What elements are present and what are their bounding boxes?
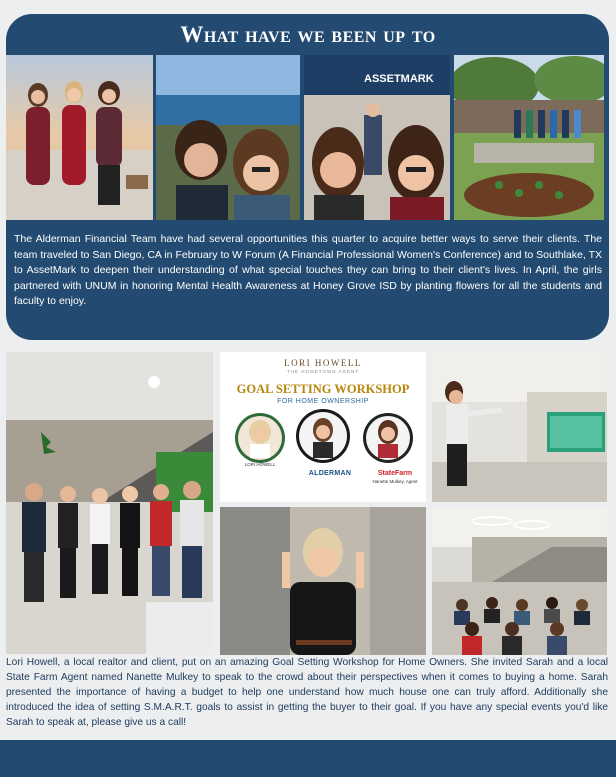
bottom-paragraph: Lori Howell, a local realtor and client, put on an amazing Goal Setting Workshop for Home Owners. She invited Sarah and a local State Farm Agent named Nanette Mulkey to speak to the crowd about their perspectives when it comes to buying a home. Sarah presented the importance of having a budget to help one understand how much house one can truly afford. Additionally she introduced the idea of setting S.M.A.R.T. goals to assist in getting the buyer to their goal. If you have any special events you'd like Sarah to speak at, please give us a call! <box>6 657 608 728</box>
section-title: What have we been up to <box>180 22 436 47</box>
assetmark-sign-text: ASSETMARK <box>364 73 434 85</box>
workshop-flyer <box>220 352 426 502</box>
photo-ocean-selfie <box>156 55 300 220</box>
flyer-title: GOAL SETTING WORKSHOP <box>236 382 410 396</box>
photo-group-gym <box>6 352 213 654</box>
flyer-name-left: LORI HOWELL <box>244 462 276 467</box>
photo-planting-flowers <box>454 55 604 220</box>
flyer-brand-sub: THE HOMETOWN AGENT <box>287 369 359 374</box>
flyer-logo-statefarm: StateFarm <box>377 470 413 477</box>
photo-assetmark-selfie <box>304 55 450 220</box>
flyer-subtitle: FOR HOME OWNERSHIP <box>277 398 369 405</box>
top-paragraph: The Alderman Financial Team have had several opportunities this quarter to acquire better ways to serve their clients. The team traveled to San Diego, CA in February to W Forum (A Financial Professional Women's Conference) and to Southlake, TX to AssetMark to deepen their understanding of what special touches they can bring to their client's lives. In April, the girls partnered with UNUM in honoring Mental Health Awareness at Honey Grove ISD by planting flowers for all the students and faculty to enjoy. <box>14 233 602 307</box>
flyer-name-right: Nanette Mulkey, Agent <box>372 479 418 484</box>
flyer-brand: LORI HOWELL <box>284 358 362 368</box>
photo-presenter <box>432 352 607 502</box>
flyer-portraits <box>220 408 426 468</box>
photo-audience <box>432 507 607 655</box>
photo-conference-women <box>6 55 153 220</box>
photo-woman-pointing <box>220 507 426 655</box>
flyer-logo-alderman: ALDERMAN <box>308 470 352 477</box>
footer-bar <box>0 740 616 777</box>
